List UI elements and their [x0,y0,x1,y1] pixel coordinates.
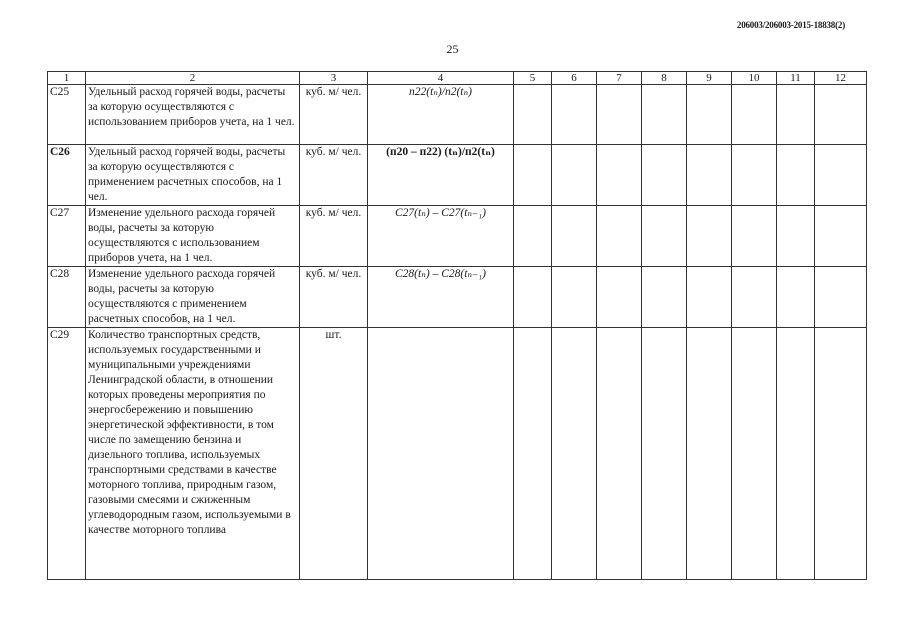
row-code: С25 [48,85,86,145]
table-row [48,206,867,267]
row-unit: куб. м/ чел. [300,85,368,145]
row-formula: п22(tₙ)/п2(tₙ) [368,85,514,145]
table-row [48,328,867,580]
row-unit: куб. м/ чел. [300,206,368,267]
row-formula: (п20 – п22) (tₙ)/п2(tₙ) [368,145,514,206]
row-code: С27 [48,206,86,267]
page-number: 25 [446,42,459,56]
row-description: Количество транспортных средств, используемых государственными и муниципальными учреждениями Ленинградской области, в отношении которых проведены мероприятия по энергосбережению и повышению энергетической эффективности, в том числе по замещению бензина и дизельного топлива, используемых транспортными средствами в качестве моторного топлива, природным газом, газовыми смесями и сжиженным углеводородным газом, используемыми в качестве моторного топлива [86,328,300,580]
row-unit: куб. м/ чел. [300,267,368,328]
row-description: Удельный расход горячей воды, расчеты за которую осуществляются с применением расчетных способов, на 1 чел. [86,145,300,206]
column-header: 7 [597,72,642,85]
row-formula [368,328,514,580]
row-description: Удельный расход горячей воды, расчеты за которую осуществляются с использованием приборов учета, на 1 чел. [86,85,300,145]
table-row [48,85,867,145]
table-row [48,145,867,206]
column-header: 3 [300,72,368,85]
column-header: 10 [732,72,777,85]
column-header: 12 [815,72,867,85]
column-header: 4 [368,72,514,85]
row-unit: шт. [300,328,368,580]
row-description: Изменение удельного расхода горячей воды, расчеты за которую осуществляются с использованием приборов учета, на 1 чел. [86,206,300,267]
table-header-row [48,72,867,85]
row-formula: С27(tₙ) – С27(tₙ₋₁) [368,206,514,267]
column-header: 6 [552,72,597,85]
row-formula: С28(tₙ) – С28(tₙ₋₁) [368,267,514,328]
document-id: 206003/206003-2015-18838(2) [736,20,845,30]
column-header: 2 [86,72,300,85]
table-row [48,267,867,328]
indicator-table [47,71,867,580]
row-code: С29 [48,328,86,580]
column-header: 1 [48,72,86,85]
row-unit: куб. м/ чел. [300,145,368,206]
row-description: Изменение удельного расхода горячей воды, расчеты за которую осуществляются с применением расчетных способов, на 1 чел. [86,267,300,328]
column-header: 11 [777,72,815,85]
column-header: 9 [687,72,732,85]
row-code: С26 [48,145,86,206]
column-header: 8 [642,72,687,85]
row-code: С28 [48,267,86,328]
column-header: 5 [514,72,552,85]
